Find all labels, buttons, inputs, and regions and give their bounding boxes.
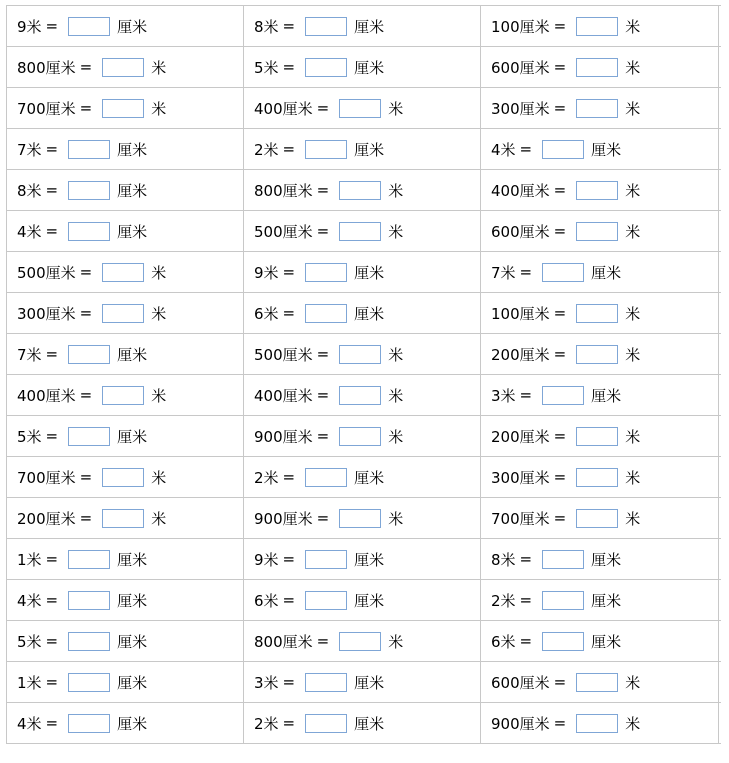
question-quantity: 8米 xyxy=(17,181,42,200)
answer-unit: 米 xyxy=(388,427,404,446)
answer-input[interactable] xyxy=(542,140,584,159)
exercise-cell xyxy=(7,88,244,128)
answer-input[interactable] xyxy=(68,345,110,364)
question-quantity: 9米 xyxy=(17,17,42,36)
exercise-cell xyxy=(481,6,719,46)
answer-unit: 厘米 xyxy=(117,632,148,651)
question-quantity: 400厘米 xyxy=(17,386,76,405)
exercise-table xyxy=(6,5,721,744)
question-quantity: 7米 xyxy=(17,140,42,159)
answer-unit: 米 xyxy=(625,304,641,323)
exercise-cell xyxy=(7,211,244,251)
exercise-cell xyxy=(481,47,719,87)
question-quantity: 700厘米 xyxy=(17,468,76,487)
exercise-cell xyxy=(244,703,481,743)
question-quantity: 1米 xyxy=(17,673,42,692)
question-quantity: 900厘米 xyxy=(254,509,313,528)
answer-unit: 米 xyxy=(388,345,404,364)
equals-sign: = xyxy=(519,386,533,404)
answer-unit: 米 xyxy=(625,673,641,692)
equals-sign: = xyxy=(79,58,93,76)
equals-sign: = xyxy=(553,304,567,322)
question-quantity: 500厘米 xyxy=(254,345,313,364)
answer-unit: 厘米 xyxy=(354,58,385,77)
equals-sign: = xyxy=(519,591,533,609)
answer-unit: 厘米 xyxy=(354,550,385,569)
exercise-cell xyxy=(481,539,719,579)
answer-unit: 厘米 xyxy=(354,673,385,692)
answer-input[interactable] xyxy=(68,222,110,241)
table-row xyxy=(7,129,721,170)
answer-input[interactable] xyxy=(576,468,618,487)
question-quantity: 2米 xyxy=(254,714,279,733)
answer-unit: 厘米 xyxy=(354,714,385,733)
exercise-cell xyxy=(244,170,481,210)
exercise-cell xyxy=(244,293,481,333)
answer-input[interactable] xyxy=(576,304,618,323)
equals-sign: = xyxy=(282,58,296,76)
question-quantity: 5米 xyxy=(254,58,279,77)
answer-input[interactable] xyxy=(305,140,347,159)
exercise-cell xyxy=(481,252,719,292)
answer-input[interactable] xyxy=(339,181,381,200)
question-quantity: 800厘米 xyxy=(254,181,313,200)
answer-unit: 厘米 xyxy=(354,468,385,487)
answer-input[interactable] xyxy=(305,17,347,36)
answer-unit: 厘米 xyxy=(354,17,385,36)
exercise-cell xyxy=(481,375,719,415)
answer-input[interactable] xyxy=(576,673,618,692)
exercise-cell xyxy=(244,252,481,292)
question-quantity: 8米 xyxy=(254,17,279,36)
equals-sign: = xyxy=(45,427,59,445)
answer-input[interactable] xyxy=(68,673,110,692)
answer-input[interactable] xyxy=(576,222,618,241)
equals-sign: = xyxy=(316,427,330,445)
answer-input[interactable] xyxy=(339,509,381,528)
equals-sign: = xyxy=(519,263,533,281)
question-quantity: 2米 xyxy=(254,140,279,159)
answer-unit: 厘米 xyxy=(591,140,622,159)
question-quantity: 5米 xyxy=(17,427,42,446)
table-row xyxy=(7,662,721,703)
answer-input[interactable] xyxy=(68,140,110,159)
equals-sign: = xyxy=(79,386,93,404)
equals-sign: = xyxy=(45,222,59,240)
equals-sign: = xyxy=(553,714,567,732)
answer-unit: 厘米 xyxy=(354,140,385,159)
question-quantity: 2米 xyxy=(254,468,279,487)
question-quantity: 9米 xyxy=(254,550,279,569)
answer-input[interactable] xyxy=(576,714,618,733)
answer-input[interactable] xyxy=(102,386,144,405)
exercise-cell xyxy=(244,88,481,128)
answer-unit: 米 xyxy=(625,181,641,200)
question-quantity: 700厘米 xyxy=(491,509,550,528)
answer-unit: 米 xyxy=(388,222,404,241)
question-quantity: 300厘米 xyxy=(491,468,550,487)
equals-sign: = xyxy=(282,673,296,691)
question-quantity: 3米 xyxy=(491,386,516,405)
question-quantity: 300厘米 xyxy=(491,99,550,118)
answer-unit: 米 xyxy=(151,58,167,77)
answer-unit: 米 xyxy=(625,427,641,446)
equals-sign: = xyxy=(316,386,330,404)
answer-input[interactable] xyxy=(305,263,347,282)
table-row xyxy=(7,621,721,662)
question-quantity: 600厘米 xyxy=(491,222,550,241)
equals-sign: = xyxy=(316,222,330,240)
answer-unit: 米 xyxy=(625,468,641,487)
answer-input[interactable] xyxy=(576,17,618,36)
exercise-cell xyxy=(7,6,244,46)
exercise-cell xyxy=(7,580,244,620)
equals-sign: = xyxy=(282,140,296,158)
question-quantity: 200厘米 xyxy=(491,345,550,364)
exercise-cell xyxy=(244,498,481,538)
equals-sign: = xyxy=(79,263,93,281)
equals-sign: = xyxy=(79,468,93,486)
answer-input[interactable] xyxy=(102,304,144,323)
question-quantity: 4米 xyxy=(17,591,42,610)
question-quantity: 1米 xyxy=(17,550,42,569)
answer-unit: 米 xyxy=(388,386,404,405)
equals-sign: = xyxy=(553,345,567,363)
equals-sign: = xyxy=(282,17,296,35)
exercise-cell xyxy=(7,252,244,292)
answer-unit: 厘米 xyxy=(117,140,148,159)
exercise-cell xyxy=(244,621,481,661)
exercise-cell xyxy=(481,457,719,497)
question-quantity: 400厘米 xyxy=(491,181,550,200)
answer-input[interactable] xyxy=(576,99,618,118)
question-quantity: 300厘米 xyxy=(17,304,76,323)
answer-input[interactable] xyxy=(102,263,144,282)
answer-unit: 米 xyxy=(625,99,641,118)
question-quantity: 200厘米 xyxy=(17,509,76,528)
exercise-cell xyxy=(7,498,244,538)
answer-unit: 厘米 xyxy=(591,632,622,651)
answer-input[interactable] xyxy=(339,99,381,118)
answer-unit: 厘米 xyxy=(117,345,148,364)
exercise-cell xyxy=(481,498,719,538)
answer-input[interactable] xyxy=(68,181,110,200)
equals-sign: = xyxy=(316,509,330,527)
exercise-cell xyxy=(481,293,719,333)
question-quantity: 800厘米 xyxy=(17,58,76,77)
exercise-cell xyxy=(7,662,244,702)
answer-unit: 米 xyxy=(625,222,641,241)
equals-sign: = xyxy=(282,550,296,568)
question-quantity: 4米 xyxy=(17,714,42,733)
answer-input[interactable] xyxy=(102,58,144,77)
answer-unit: 米 xyxy=(151,509,167,528)
answer-unit: 米 xyxy=(625,714,641,733)
question-quantity: 600厘米 xyxy=(491,58,550,77)
answer-input[interactable] xyxy=(102,509,144,528)
exercise-cell xyxy=(7,539,244,579)
answer-unit: 米 xyxy=(151,386,167,405)
equals-sign: = xyxy=(519,550,533,568)
answer-unit: 厘米 xyxy=(354,591,385,610)
answer-unit: 厘米 xyxy=(117,591,148,610)
table-row xyxy=(7,88,721,129)
equals-sign: = xyxy=(282,468,296,486)
answer-unit: 米 xyxy=(388,99,404,118)
answer-input[interactable] xyxy=(305,304,347,323)
question-quantity: 2米 xyxy=(491,591,516,610)
equals-sign: = xyxy=(553,509,567,527)
answer-unit: 米 xyxy=(625,345,641,364)
answer-input[interactable] xyxy=(576,58,618,77)
answer-unit: 厘米 xyxy=(591,386,622,405)
answer-unit: 米 xyxy=(151,263,167,282)
answer-input[interactable] xyxy=(576,345,618,364)
table-row xyxy=(7,539,721,580)
equals-sign: = xyxy=(282,263,296,281)
equals-sign: = xyxy=(45,550,59,568)
answer-input[interactable] xyxy=(68,17,110,36)
question-quantity: 100厘米 xyxy=(491,17,550,36)
answer-input[interactable] xyxy=(542,591,584,610)
exercise-cell xyxy=(481,129,719,169)
exercise-cell xyxy=(7,703,244,743)
table-row xyxy=(7,6,721,47)
answer-unit: 厘米 xyxy=(117,673,148,692)
table-row xyxy=(7,580,721,621)
exercise-cell xyxy=(244,47,481,87)
answer-input[interactable] xyxy=(339,427,381,446)
question-quantity: 7米 xyxy=(491,263,516,282)
exercise-cell xyxy=(244,662,481,702)
answer-unit: 米 xyxy=(625,509,641,528)
question-quantity: 900厘米 xyxy=(254,427,313,446)
exercise-cell xyxy=(481,211,719,251)
equals-sign: = xyxy=(519,140,533,158)
exercise-cell xyxy=(481,703,719,743)
exercise-cell xyxy=(244,334,481,374)
answer-input[interactable] xyxy=(339,345,381,364)
exercise-cell xyxy=(7,293,244,333)
table-row xyxy=(7,498,721,539)
equals-sign: = xyxy=(553,468,567,486)
answer-unit: 厘米 xyxy=(591,263,622,282)
question-quantity: 900厘米 xyxy=(491,714,550,733)
question-quantity: 6米 xyxy=(254,304,279,323)
answer-unit: 米 xyxy=(151,468,167,487)
answer-input[interactable] xyxy=(576,509,618,528)
equals-sign: = xyxy=(45,714,59,732)
exercise-cell xyxy=(244,580,481,620)
answer-unit: 厘米 xyxy=(354,304,385,323)
question-quantity: 6米 xyxy=(491,632,516,651)
answer-input[interactable] xyxy=(68,550,110,569)
equals-sign: = xyxy=(553,427,567,445)
question-quantity: 3米 xyxy=(254,673,279,692)
answer-input[interactable] xyxy=(305,714,347,733)
equals-sign: = xyxy=(553,17,567,35)
equals-sign: = xyxy=(519,632,533,650)
answer-input[interactable] xyxy=(339,386,381,405)
question-quantity: 4米 xyxy=(491,140,516,159)
answer-input[interactable] xyxy=(339,632,381,651)
answer-unit: 厘米 xyxy=(117,222,148,241)
answer-input[interactable] xyxy=(542,263,584,282)
answer-unit: 厘米 xyxy=(117,550,148,569)
equals-sign: = xyxy=(553,99,567,117)
question-quantity: 6米 xyxy=(254,591,279,610)
table-row xyxy=(7,334,721,375)
exercise-cell xyxy=(244,129,481,169)
equals-sign: = xyxy=(282,591,296,609)
answer-input[interactable] xyxy=(542,386,584,405)
answer-input[interactable] xyxy=(305,673,347,692)
exercise-cell xyxy=(481,170,719,210)
answer-input[interactable] xyxy=(305,468,347,487)
exercise-cell xyxy=(244,416,481,456)
question-quantity: 5米 xyxy=(17,632,42,651)
exercise-cell xyxy=(244,211,481,251)
equals-sign: = xyxy=(45,591,59,609)
answer-input[interactable] xyxy=(542,632,584,651)
question-quantity: 200厘米 xyxy=(491,427,550,446)
answer-unit: 厘米 xyxy=(117,714,148,733)
exercise-cell xyxy=(244,457,481,497)
question-quantity: 400厘米 xyxy=(254,99,313,118)
question-quantity: 7米 xyxy=(17,345,42,364)
exercise-cell xyxy=(481,662,719,702)
equals-sign: = xyxy=(45,140,59,158)
table-row xyxy=(7,703,721,744)
exercise-cell xyxy=(7,375,244,415)
answer-unit: 厘米 xyxy=(354,263,385,282)
exercise-cell xyxy=(481,580,719,620)
equals-sign: = xyxy=(553,222,567,240)
answer-unit: 米 xyxy=(388,509,404,528)
equals-sign: = xyxy=(316,181,330,199)
answer-input[interactable] xyxy=(68,632,110,651)
answer-input[interactable] xyxy=(102,468,144,487)
equals-sign: = xyxy=(282,304,296,322)
question-quantity: 500厘米 xyxy=(254,222,313,241)
question-quantity: 8米 xyxy=(491,550,516,569)
answer-input[interactable] xyxy=(339,222,381,241)
answer-input[interactable] xyxy=(305,550,347,569)
equals-sign: = xyxy=(553,58,567,76)
answer-unit: 厘米 xyxy=(591,550,622,569)
exercise-cell xyxy=(481,88,719,128)
question-quantity: 600厘米 xyxy=(491,673,550,692)
table-row xyxy=(7,375,721,416)
equals-sign: = xyxy=(45,632,59,650)
exercise-cell xyxy=(7,416,244,456)
answer-input[interactable] xyxy=(68,427,110,446)
exercise-cell xyxy=(244,375,481,415)
answer-unit: 厘米 xyxy=(591,591,622,610)
answer-unit: 厘米 xyxy=(117,17,148,36)
equals-sign: = xyxy=(316,99,330,117)
table-row xyxy=(7,170,721,211)
equals-sign: = xyxy=(79,304,93,322)
answer-input[interactable] xyxy=(68,591,110,610)
answer-unit: 米 xyxy=(388,632,404,651)
exercise-cell xyxy=(7,621,244,661)
table-row xyxy=(7,47,721,88)
exercise-cell xyxy=(244,539,481,579)
answer-unit: 米 xyxy=(388,181,404,200)
answer-input[interactable] xyxy=(542,550,584,569)
exercise-cell xyxy=(7,47,244,87)
answer-input[interactable] xyxy=(576,181,618,200)
question-quantity: 9米 xyxy=(254,263,279,282)
question-quantity: 700厘米 xyxy=(17,99,76,118)
answer-input[interactable] xyxy=(305,591,347,610)
equals-sign: = xyxy=(316,632,330,650)
question-quantity: 4米 xyxy=(17,222,42,241)
answer-unit: 米 xyxy=(625,58,641,77)
table-row xyxy=(7,457,721,498)
question-quantity: 400厘米 xyxy=(254,386,313,405)
equals-sign: = xyxy=(45,17,59,35)
question-quantity: 100厘米 xyxy=(491,304,550,323)
equals-sign: = xyxy=(45,345,59,363)
answer-unit: 米 xyxy=(151,304,167,323)
equals-sign: = xyxy=(79,509,93,527)
answer-input[interactable] xyxy=(576,427,618,446)
answer-input[interactable] xyxy=(102,99,144,118)
exercise-cell xyxy=(7,129,244,169)
exercise-cell xyxy=(481,416,719,456)
exercise-cell xyxy=(7,334,244,374)
equals-sign: = xyxy=(316,345,330,363)
table-row xyxy=(7,211,721,252)
equals-sign: = xyxy=(79,99,93,117)
equals-sign: = xyxy=(282,714,296,732)
table-row xyxy=(7,416,721,457)
exercise-cell xyxy=(481,621,719,661)
exercise-cell xyxy=(244,6,481,46)
answer-input[interactable] xyxy=(305,58,347,77)
answer-unit: 米 xyxy=(625,17,641,36)
answer-input[interactable] xyxy=(68,714,110,733)
answer-unit: 米 xyxy=(151,99,167,118)
answer-unit: 厘米 xyxy=(117,181,148,200)
question-quantity: 500厘米 xyxy=(17,263,76,282)
table-row xyxy=(7,293,721,334)
equals-sign: = xyxy=(553,673,567,691)
exercise-cell xyxy=(7,170,244,210)
equals-sign: = xyxy=(45,673,59,691)
equals-sign: = xyxy=(553,181,567,199)
answer-unit: 厘米 xyxy=(117,427,148,446)
exercise-cell xyxy=(481,334,719,374)
table-row xyxy=(7,252,721,293)
exercise-cell xyxy=(7,457,244,497)
equals-sign: = xyxy=(45,181,59,199)
question-quantity: 800厘米 xyxy=(254,632,313,651)
